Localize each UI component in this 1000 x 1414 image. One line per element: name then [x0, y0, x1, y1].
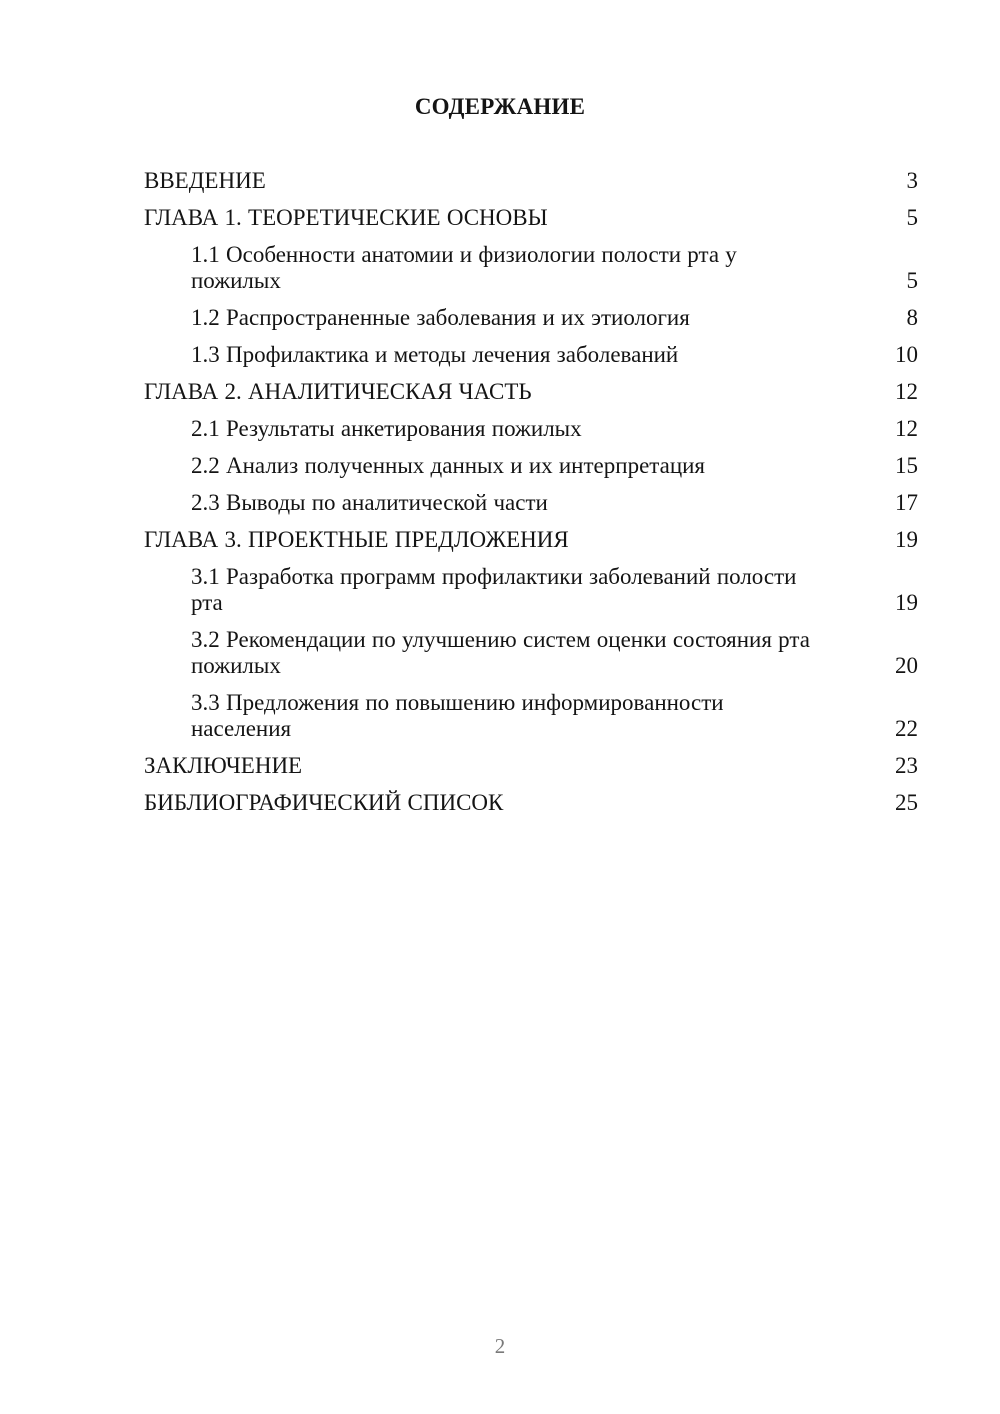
toc-entry-text: ГЛАВА 2. АНАЛИТИЧЕСКАЯ ЧАСТЬ	[144, 379, 532, 404]
toc-entry-text: 1.1 Особенности анатомии и физиологии полости рта у пожилых	[191, 242, 737, 293]
toc-entry-text: 3.3 Предложения по повышению информированности населения	[191, 690, 724, 741]
toc-entry-section-1-3	[144, 342, 918, 368]
toc-entry-section-3-1	[144, 564, 918, 616]
toc-list	[144, 168, 918, 827]
toc-entry-text: ГЛАВА 3. ПРОЕКТНЫЕ ПРЕДЛОЖЕНИЯ	[144, 527, 569, 552]
toc-entry-page: 23	[895, 753, 918, 778]
toc-entry-page: 10	[895, 342, 918, 367]
toc-entry-text: 2.2 Анализ полученных данных и их интерпретация	[191, 453, 706, 478]
toc-entry-page: 3	[906, 168, 918, 193]
toc-entry-page: 25	[895, 790, 918, 815]
toc-entry-section-3-3	[144, 690, 918, 742]
page-number: 2	[494, 1334, 506, 1358]
toc-entry-conclusion	[144, 753, 918, 779]
toc-entry-page: 5	[906, 205, 918, 230]
toc-entry-section-2-2	[144, 453, 918, 479]
toc-entry-text: ЗАКЛЮЧЕНИЕ	[144, 753, 303, 778]
toc-entry-chapter-1	[144, 205, 918, 231]
toc-entry-page: 15	[895, 453, 918, 478]
toc-entry-page: 19	[895, 527, 918, 552]
toc-entry-section-2-1	[144, 416, 918, 442]
toc-title: СОДЕРЖАНИЕ	[414, 94, 586, 119]
toc-entry-page: 5	[906, 268, 918, 293]
toc-entry-section-1-1	[144, 242, 918, 294]
toc-entry-page: 8	[906, 305, 918, 330]
toc-entry-text: ВВЕДЕНИЕ	[144, 168, 266, 193]
toc-entry-text: ГЛАВА 1. ТЕОРЕТИЧЕСКИЕ ОСНОВЫ	[144, 205, 548, 230]
toc-entry-page: 20	[895, 653, 918, 678]
toc-entry-page: 19	[895, 590, 918, 615]
toc-entry-section-1-2	[144, 305, 918, 331]
toc-entry-page: 22	[895, 716, 918, 741]
toc-entry-section-2-3	[144, 490, 918, 516]
toc-entry-text: 2.3 Выводы по аналитической части	[191, 490, 548, 515]
toc-entry-section-3-2	[144, 627, 918, 679]
toc-entry-text: 3.1 Разработка программ профилактики заболеваний полости рта	[191, 564, 797, 615]
toc-entry-page: 12	[895, 416, 918, 441]
toc-entry-page: 17	[895, 490, 918, 515]
toc-entry-page: 12	[895, 379, 918, 404]
toc-entry-text: 1.2 Распространенные заболевания и их этиология	[191, 305, 690, 330]
toc-entry-text: 2.1 Результаты анкетирования пожилых	[191, 416, 582, 441]
toc-entry-bibliography	[144, 790, 918, 816]
toc-entry-introduction	[144, 168, 918, 194]
toc-entry-text: БИБЛИОГРАФИЧЕСКИЙ СПИСОК	[144, 790, 504, 815]
toc-entry-chapter-3	[144, 527, 918, 553]
toc-entry-text: 3.2 Рекомендации по улучшению систем оценки состояния рта пожилых	[191, 627, 810, 678]
toc-entry-text: 1.3 Профилактика и методы лечения заболеваний	[191, 342, 679, 367]
toc-entry-chapter-2	[144, 379, 918, 405]
